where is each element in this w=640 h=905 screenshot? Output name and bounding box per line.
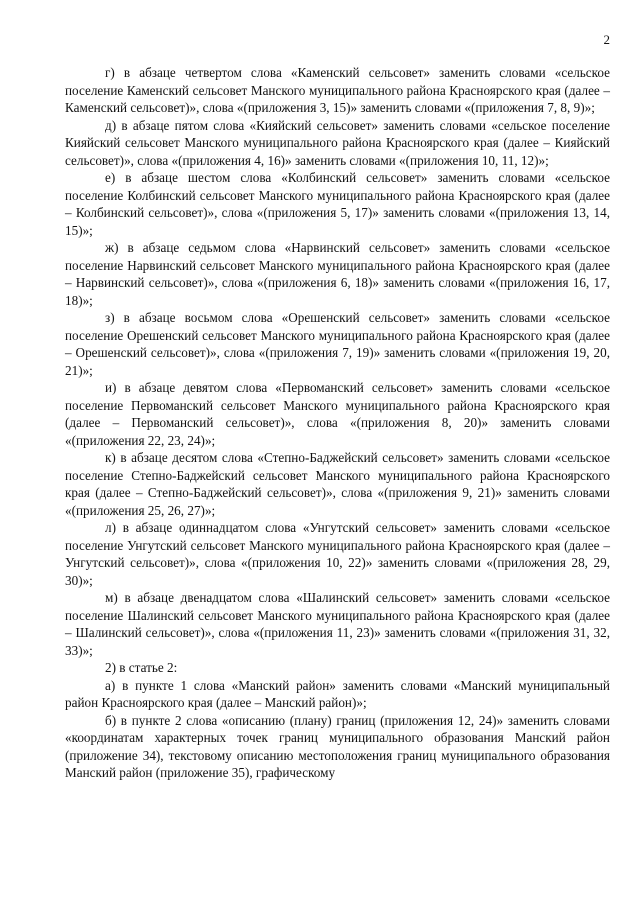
paragraph-e: е) в абзаце шестом слова «Колбинский сельсовет» заменить словами «сельское поселение Колбинский сельсовет Манского муниципального района Красноярского края (далее – Колбинский сельсовет)», слова «(приложения 5, 17)» заменить словами «(приложения 13, 14, 15)»; <box>65 170 610 238</box>
paragraph-b: б) в пункте 2 слова «описанию (плану) границ (приложения 12, 24)» заменить словами «координатам характерных точек границ муниципального образования Манский район (приложение 34), текстовому описанию местоположения границ муниципального образования Манский район (приложение 35), графическому <box>65 712 610 780</box>
page-number: 2 <box>603 32 610 47</box>
paragraph-z: з) в абзаце восьмом слова «Орешенский сельсовет» заменить словами «сельское поселение Орешенский сельсовет Манского муниципального района Красноярского края (далее – Орешенский сельсовет)», слова «(приложения 7, 19)» заменить словами «(приложения 19, 20, 21)»; <box>65 310 610 378</box>
paragraph-article-2: 2) в статье 2: <box>105 660 178 675</box>
paragraph-i: и) в абзаце девятом слова «Первоманский сельсовет» заменить словами «сельское поселение Первоманский сельсовет Манского муниципального района Красноярского края (далее – Первоманский сельсовет)», слова «(приложения 8, 20)» заменить словами «(приложения 22, 23, 24)»; <box>65 380 610 448</box>
document-body <box>65 64 610 782</box>
paragraph-d: д) в абзаце пятом слова «Кияйский сельсовет» заменить словами «сельское поселение Кияйский сельсовет Манского муниципального района Красноярского края (далее – Кияйский сельсовет)», слова «(приложения 4, 16)» заменить словами «(приложения 10, 11, 12)»; <box>65 117 610 168</box>
paragraph-zh: ж) в абзаце седьмом слова «Нарвинский сельсовет» заменить словами «сельское поселение Нарвинский сельсовет Манского муниципального района Красноярского края (далее – Нарвинский сельсовет)», слова «(приложения 6, 18)» заменить словами «(приложения 16, 17, 18)»; <box>65 240 610 308</box>
paragraph-g: г) в абзаце четвертом слова «Каменский сельсовет» заменить словами «сельское поселение Каменский сельсовет Манского муниципального района Красноярского края (далее – Каменский сельсовет)», слова «(приложения 3, 15)» заменить словами «(приложения 7, 8, 9)»; <box>65 65 610 115</box>
paragraph-k: к) в абзаце десятом слова «Степно-Баджейский сельсовет» заменить словами «сельское поселение Степно-Баджейский сельсовет Манского муниципального района Красноярского края (далее – Степно-Баджейский сельсовет)», слова «(приложения 9, 21)» заменить словами «(приложения 25, 26, 27)»; <box>65 450 610 518</box>
paragraph-l: л) в абзаце одиннадцатом слова «Унгутский сельсовет» заменить словами «сельское поселение Унгутский сельсовет Манского муниципального района Красноярского края (далее – Унгутский сельсовет)», слова «(приложения 10, 22)» заменить словами «(приложения 28, 29, 30)»; <box>65 520 610 588</box>
paragraph-m: м) в абзаце двенадцатом слова «Шалинский сельсовет» заменить словами «сельское поселение Шалинский сельсовет Манского муниципального района Красноярского края (далее – Шалинский сельсовет)», слова «(приложения 11, 23)» заменить словами «(приложения 31, 32, 33)»; <box>65 590 610 658</box>
paragraph-a: а) в пункте 1 слова «Манский район» заменить словами «Манский муниципальный район Красноярского края (далее – Манский район)»; <box>65 677 610 710</box>
